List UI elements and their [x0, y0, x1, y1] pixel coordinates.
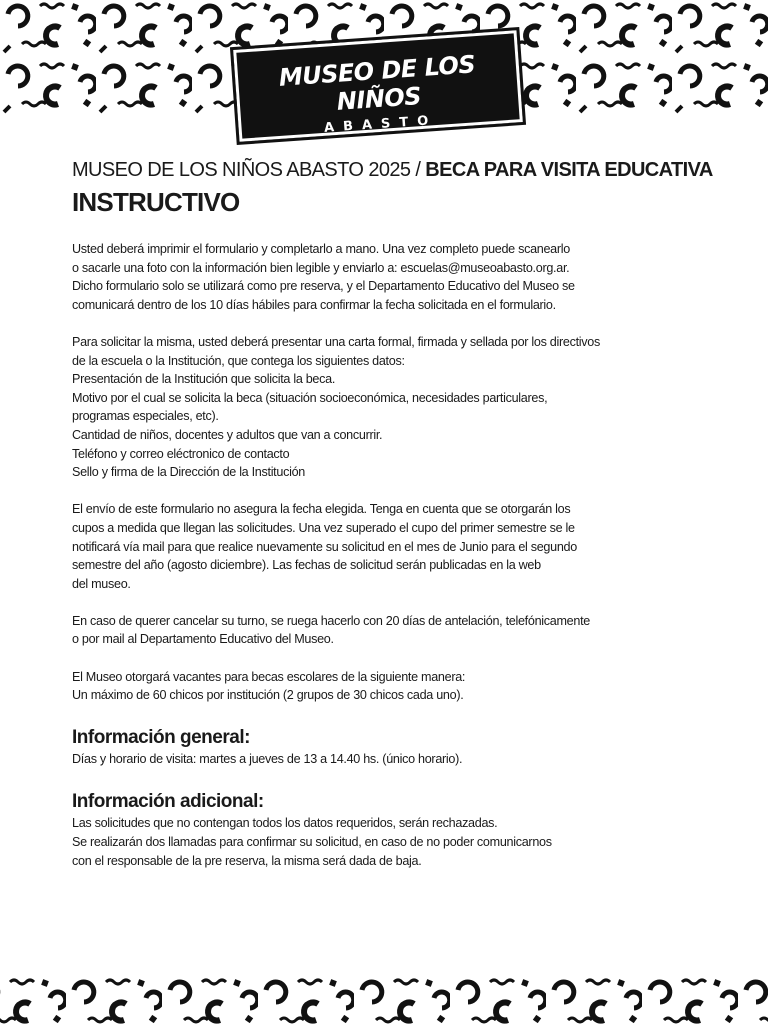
paragraph-line: notificará vía mail para que realice nuevamente su solicitud en el mes de Junio para el segundo [72, 539, 577, 554]
museum-logo [233, 30, 523, 142]
document-title: INSTRUCTIVO [72, 187, 240, 217]
logo-title: MUSEO DE LOS NIÑOS [277, 50, 476, 116]
paragraph-line: Para solicitar la misma, usted deberá presentar una carta formal, firmada y sellada por los directivos [72, 334, 600, 349]
paragraph-requirements [72, 333, 692, 482]
section-title-adicional: Información adicional: [72, 791, 264, 813]
paragraph-line: Días y horario de visita: martes a jueves de 13 a 14.40 hs. (único horario). [72, 751, 463, 766]
paragraph-line: con el responsable de la pre reserva, la misma será dada de baja. [72, 853, 422, 868]
pattern-bottom-svg [0, 972, 768, 1024]
paragraph-line: semestre del año (agosto diciembre). Las fechas de solicitud serán publicadas en la web [72, 558, 541, 573]
paragraph-line: Las solicitudes que no contengan todos los datos requeridos, serán rechazadas. [72, 816, 498, 831]
heading-regular: MUSEO DE LOS NIÑOS ABASTO 2025 / [72, 159, 426, 181]
list-item: Sello y firma de la Dirección de la Institución [72, 465, 305, 480]
paragraph-general [72, 750, 692, 769]
document-content [72, 156, 713, 870]
paragraph-vacancies [72, 668, 692, 705]
paragraph-line: En caso de querer cancelar su turno, se ruega hacerlo con 20 días de antelación, telefónicamente [72, 613, 590, 628]
paragraph-line: El Museo otorgará vacantes para becas escolares de la siguiente manera: [72, 669, 466, 684]
list-item: Cantidad de niños, docentes y adultos que van a concurrir. [72, 427, 383, 442]
paragraph-line: Dicho formulario solo se utilizará como pre reserva, y el Departamento Educativo del Museo se [72, 279, 575, 294]
paragraph-line: Se realizarán dos llamadas para confirmar su solicitud, en caso de no poder comunicarnos [72, 835, 552, 850]
document-heading [72, 156, 713, 184]
list-item: Teléfono y correo eléctronico de contacto [72, 446, 290, 461]
paragraph-line: del museo. [72, 576, 131, 591]
logo-subtitle: ABASTO [323, 112, 438, 136]
paragraph-adicional [72, 814, 692, 870]
section-title-general: Información general: [72, 726, 250, 748]
paragraph-line: o por mail al Departamento Educativo del Museo. [72, 632, 334, 647]
paragraph-line: Un máximo de 60 chicos por institución (2 grupos de 30 chicos cada uno). [72, 688, 464, 703]
paragraph-line: El envío de este formulario no asegura la fecha elegida. Tenga en cuenta que se otorgarán los [72, 502, 571, 517]
paragraph-line: de la escuela o la Institución, que contega los siguientes datos: [72, 353, 405, 368]
paragraph-cancellation [72, 612, 692, 649]
paragraph-line: comunicará dentro de los 10 días hábiles para confirmar la fecha solicitada en el formulario. [72, 297, 556, 312]
paragraph-line: Usted deberá imprimir el formulario y completarlo a mano. Una vez completo puede scanearlo [72, 242, 570, 256]
list-item: Presentación de la Institución que solicita la beca. [72, 372, 336, 387]
paragraph-line: o sacarle una foto con la información bien legible y enviarlo a: escuelas@museoabasto.org.ar. [72, 260, 570, 275]
heading-bold: BECA PARA VISITA EDUCATIVA [425, 159, 713, 181]
list-item: programas especiales, etc). [72, 409, 219, 424]
list-item: Motivo por el cual se solicita la beca (situación socioeconómica, necesidades particulares, [72, 390, 548, 405]
decorative-pattern-bottom [0, 972, 768, 1024]
paragraph-notice [72, 500, 692, 593]
paragraph-instructions [72, 240, 692, 314]
paragraph-line: cupos a medida que llegan las solicitudes. Una vez superado el cupo del primer semestre se le [72, 520, 575, 535]
